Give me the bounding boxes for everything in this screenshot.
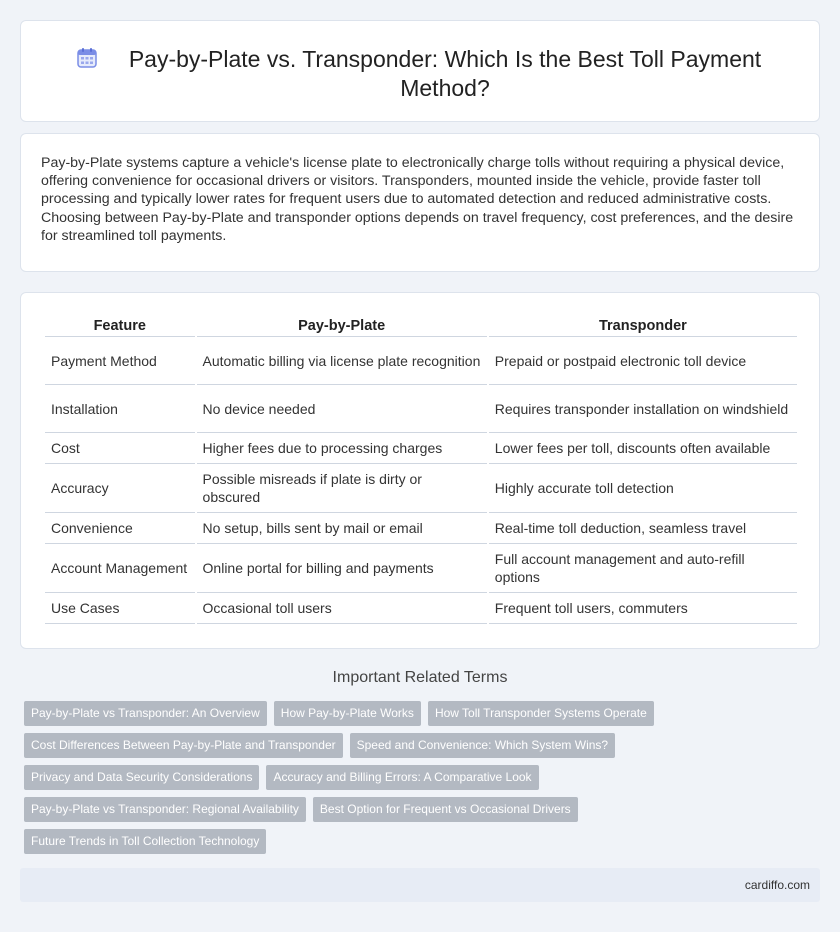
pay-by-plate-cell: Higher fees due to processing charges: [197, 433, 487, 464]
related-tag[interactable]: Accuracy and Billing Errors: A Comparative Look: [266, 765, 538, 790]
header-pay-by-plate: Pay-by-Plate: [197, 315, 487, 337]
table-row: [45, 464, 797, 513]
transponder-cell: Lower fees per toll, discounts often available: [489, 433, 797, 464]
comparison-table: [43, 315, 799, 624]
tag-row: [24, 765, 539, 790]
feature-cell: Use Cases: [45, 593, 195, 624]
transponder-cell: Real-time toll deduction, seamless travel: [489, 513, 797, 544]
summary-text: Pay-by-Plate systems capture a vehicle's license plate to electronically charge tolls without requiring a physical device, offering convenience for occasional drivers or visitors. Transponders, mounted inside the vehicle, provide faster toll processing and typically lower rates for frequent users due to automated detection and reduced administrative costs. Choosing between Pay-by-Plate and transponder options depends on travel frequency, cost preferences, and the desire for streamlined toll payments.: [41, 155, 794, 244]
pay-by-plate-cell: Occasional toll users: [197, 593, 487, 624]
feature-cell: Account Management: [45, 544, 195, 593]
pay-by-plate-cell: Possible misreads if plate is dirty or obscured: [197, 464, 487, 513]
feature-cell: Installation: [45, 385, 195, 433]
related-tag[interactable]: Future Trends in Toll Collection Technology: [24, 829, 266, 854]
header-transponder: Transponder: [489, 315, 797, 337]
summary-card: [20, 133, 820, 272]
feature-cell: Convenience: [45, 513, 195, 544]
transponder-cell: Frequent toll users, commuters: [489, 593, 797, 624]
related-tag[interactable]: Speed and Convenience: Which System Wins?: [350, 733, 615, 758]
feature-cell: Payment Method: [45, 337, 195, 385]
pay-by-plate-cell: No device needed: [197, 385, 487, 433]
footer-site-link[interactable]: cardiffo.com: [744, 878, 810, 892]
tag-row: [24, 829, 266, 854]
pay-by-plate-cell: No setup, bills sent by mail or email: [197, 513, 487, 544]
tag-row: [24, 733, 615, 758]
related-tag[interactable]: Privacy and Data Security Considerations: [24, 765, 259, 790]
transponder-cell: Requires transponder installation on windshield: [489, 385, 797, 433]
table-row: [45, 337, 797, 385]
title-card: [20, 20, 820, 122]
pay-by-plate-cell: Automatic billing via license plate recognition: [197, 337, 487, 385]
related-tag[interactable]: How Pay-by-Plate Works: [274, 701, 421, 726]
footer: [20, 868, 820, 902]
transponder-cell: Full account management and auto-refill options: [489, 544, 797, 593]
tag-row: [24, 701, 654, 726]
table-row: [45, 433, 797, 464]
header-feature: Feature: [45, 315, 195, 337]
related-tag[interactable]: Cost Differences Between Pay-by-Plate and Transponder: [24, 733, 343, 758]
tag-row: [24, 797, 578, 822]
feature-cell: Accuracy: [45, 464, 195, 513]
table-row: [45, 385, 797, 433]
table-row: [45, 544, 797, 593]
comparison-card: [20, 292, 820, 649]
transponder-cell: Highly accurate toll detection: [489, 464, 797, 513]
related-tag[interactable]: Pay-by-Plate vs Transponder: An Overview: [24, 701, 267, 726]
feature-cell: Cost: [45, 433, 195, 464]
related-tag[interactable]: Best Option for Frequent vs Occasional Drivers: [313, 797, 578, 822]
table-row: [45, 513, 797, 544]
table-row: [45, 593, 797, 624]
page-title: Pay-by-Plate vs. Transponder: Which Is the Best Toll Payment Method?: [128, 46, 762, 101]
table-header-row: [45, 315, 797, 337]
pay-by-plate-cell: Online portal for billing and payments: [197, 544, 487, 593]
related-tag[interactable]: How Toll Transponder Systems Operate: [428, 701, 654, 726]
related-terms-title: Important Related Terms: [332, 669, 508, 686]
transponder-cell: Prepaid or postpaid electronic toll device: [489, 337, 797, 385]
related-tag[interactable]: Pay-by-Plate vs Transponder: Regional Availability: [24, 797, 306, 822]
